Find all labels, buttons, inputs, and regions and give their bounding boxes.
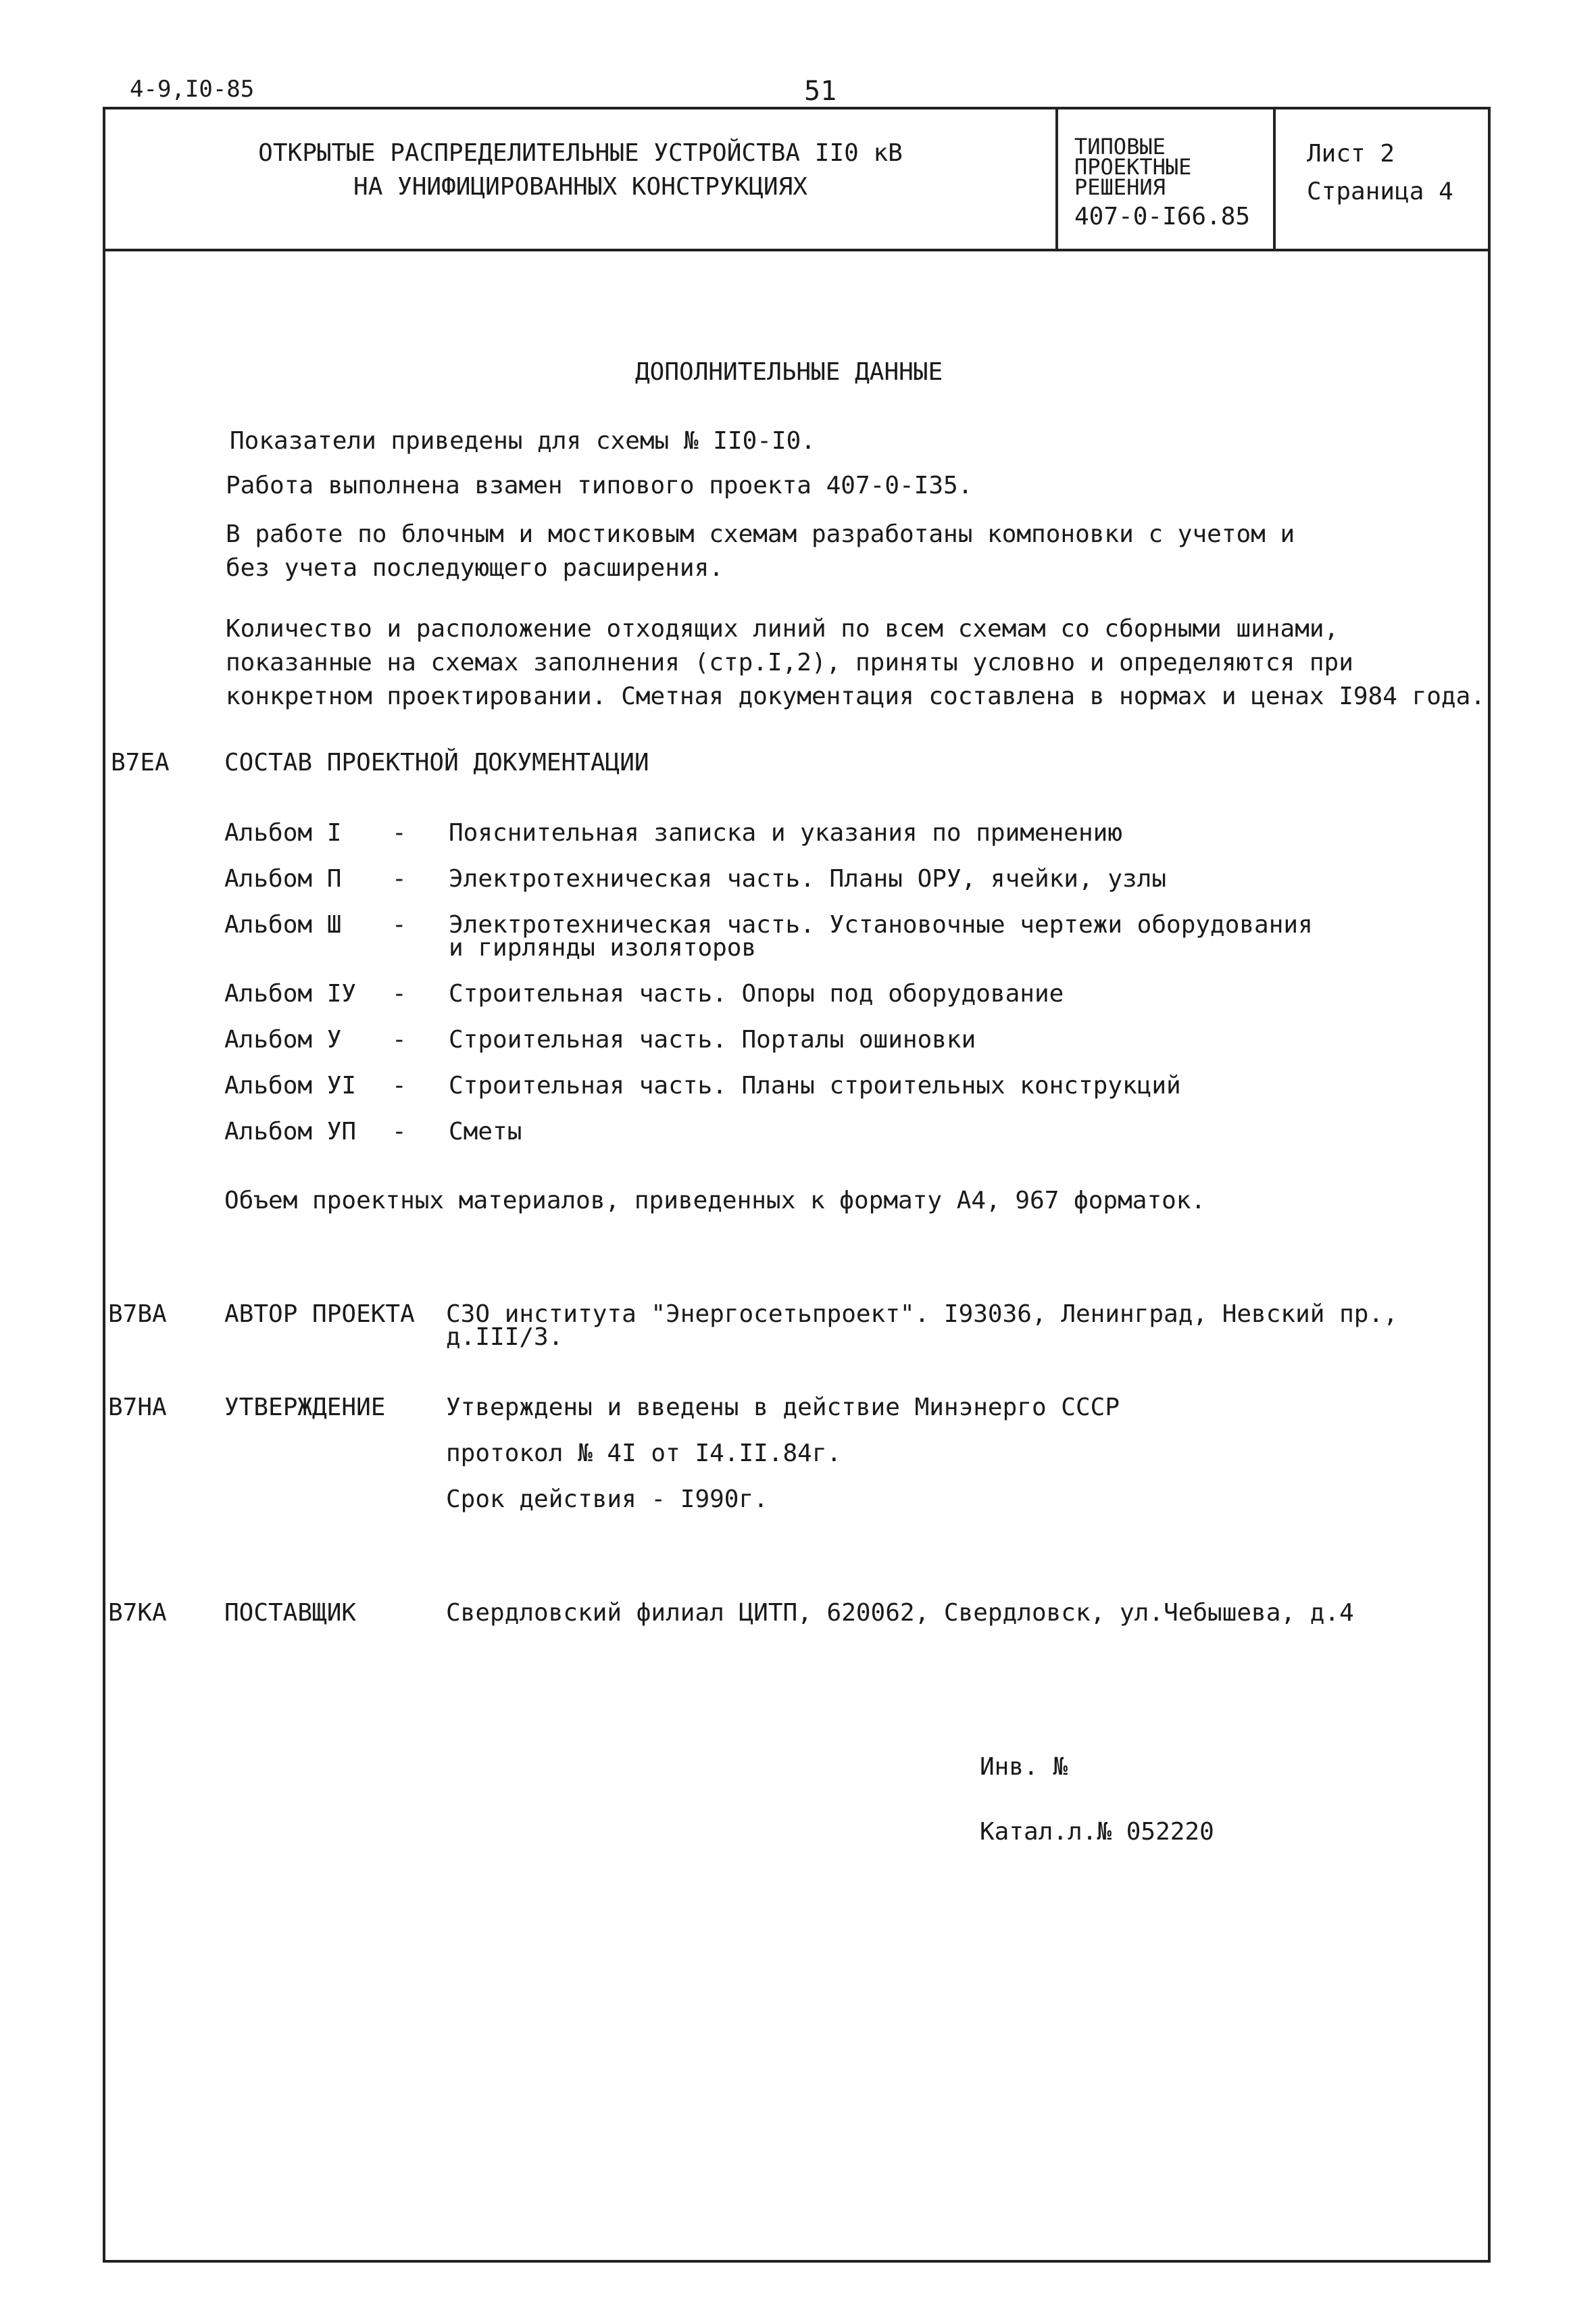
paragraph-lines-3: конкретном проектировании. Сметная документация составлена в нормах и ценах I984 года. — [226, 683, 1485, 710]
sheet-number: Лист 2 — [1307, 140, 1395, 168]
album-description: Электротехническая часть. Установочные чертежи оборудования — [449, 911, 1313, 939]
album-name: Альбом П — [224, 865, 342, 893]
album-description: Строительная часть. Планы строительных конструкций — [449, 1072, 1181, 1100]
author-label: АВТОР ПРОЕКТА — [224, 1300, 415, 1328]
author-code: В7ВА — [108, 1300, 167, 1328]
author-line-1: СЗО института "Энергосетьпроект". I93036, Ленинград, Невский пр., — [446, 1300, 1398, 1328]
album-description: Сметы — [449, 1118, 522, 1146]
album-dash: - — [392, 819, 407, 847]
document-title — [105, 109, 1058, 249]
album-dash: - — [392, 865, 407, 893]
album-name: Альбом УП — [224, 1118, 357, 1146]
album-description: Электротехническая часть. Планы ОРУ, ячейки, узлы — [449, 865, 1167, 893]
album-dash: - — [392, 1118, 407, 1146]
album-description: Пояснительная записка и указания по применению — [449, 819, 1122, 847]
series-cell — [1058, 109, 1276, 249]
document-code: 4-9,I0-85 — [130, 76, 255, 103]
composition-title: СОСТАВ ПРОЕКТНОЙ ДОКУМЕНТАЦИИ — [224, 749, 649, 777]
series-line-1: ТИПОВЫЕ — [1074, 134, 1166, 159]
album-dash: - — [392, 1026, 407, 1054]
approval-line-3: Срок действия - I990г. — [446, 1485, 768, 1513]
series-line-3: РЕШЕНИЯ — [1074, 174, 1166, 200]
album-name: Альбом Ш — [224, 911, 342, 939]
album-name: Альбом УI — [224, 1072, 357, 1100]
composition-code: В7ЕА — [111, 749, 170, 777]
album-description-continued: и гирлянды изоляторов — [449, 934, 757, 962]
title-block — [105, 109, 1488, 251]
paragraph-scheme: Показатели приведены для схемы № II0-I0. — [230, 427, 816, 455]
album-description: Строительная часть. Порталы ошиновки — [449, 1026, 976, 1054]
album-name: Альбом У — [224, 1026, 342, 1054]
page-number: 51 — [804, 76, 837, 107]
supplier-line-1: Свердловский филиал ЦИТП, 620062, Свердловск, ул.Чебышева, д.4 — [446, 1599, 1354, 1627]
catalog-number: Катал.л.№ 052220 — [980, 1818, 1214, 1846]
section-heading: ДОПОЛНИТЕЛЬНЫЕ ДАННЫЕ — [635, 358, 943, 386]
album-dash: - — [392, 1072, 407, 1100]
inventory-number: Инв. № — [980, 1753, 1068, 1781]
sheet-cell — [1276, 109, 1488, 274]
album-dash: - — [392, 911, 407, 939]
title-line-2: НА УНИФИЦИРОВАННЫХ КОНСТРУКЦИЯХ — [353, 173, 807, 201]
approval-line-2: протокол № 4I от I4.II.84г. — [446, 1439, 842, 1467]
album-name: Альбом IУ — [224, 980, 357, 1008]
author-line-2: д.III/3. — [446, 1323, 564, 1351]
paragraph-replacement: Работа выполнена взамен типового проекта 407-0-I35. — [226, 472, 973, 499]
series-code: 407-0-I66.85 — [1074, 203, 1251, 230]
approval-label: УТВЕРЖДЕНИЕ — [224, 1394, 386, 1421]
approval-line-1: Утверждены и введены в действие Минэнерго СССР — [446, 1394, 1120, 1421]
paragraph-layouts-line-2: без учета последующего расширения. — [226, 554, 724, 582]
title-line-1: ОТКРЫТЫЕ РАСПРЕДЕЛИТЕЛЬНЫЕ УСТРОЙСТВА II0 кВ — [258, 139, 903, 167]
paragraph-lines-2: показанные на схемах заполнения (стр.I,2), приняты условно и определяются при — [226, 649, 1353, 676]
approval-code: В7НА — [108, 1394, 167, 1421]
paragraph-lines-1: Количество и расположение отходящих линий по всем схемам со сборными шинами, — [226, 615, 1339, 643]
album-description: Строительная часть. Опоры под оборудование — [449, 980, 1064, 1008]
album-dash: - — [392, 980, 407, 1008]
volume-note: Объем проектных материалов, приведенных к формату А4, 967 форматок. — [224, 1187, 1206, 1214]
series-line-2: ПРОЕКТНЫЕ — [1074, 154, 1192, 180]
supplier-label: ПОСТАВЩИК — [224, 1599, 357, 1627]
supplier-code: В7КА — [108, 1599, 167, 1627]
page-label: Страница 4 — [1307, 178, 1453, 205]
paragraph-layouts-line-1: В работе по блочным и мостиковым схемам разработаны компоновки с учетом и — [226, 520, 1295, 548]
album-name: Альбом I — [224, 819, 342, 847]
